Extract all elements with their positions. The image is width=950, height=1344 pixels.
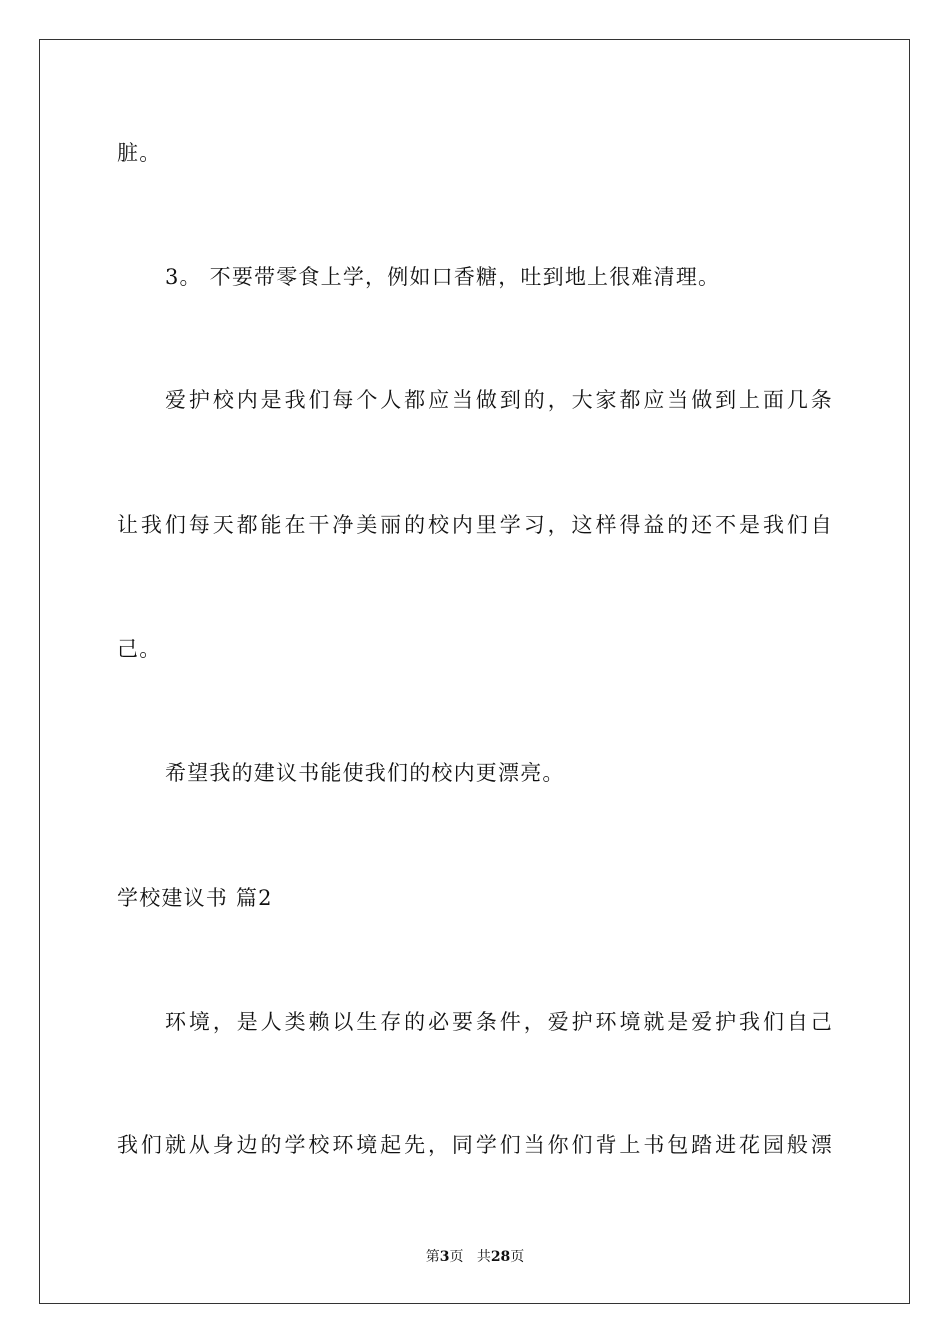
text-line-1: 脏。: [117, 141, 162, 165]
footer-total-prefix: 共: [476, 1249, 491, 1265]
page-footer: [0, 1248, 950, 1266]
text-line-2: 3。 不要带零食上学，例如口香糖，吐到地上很难清理。: [165, 265, 721, 289]
text-line-5: 己。: [117, 637, 162, 661]
text-line-7: 环境，是人类赖以生存的必要条件，爱护环境就是爱护我们自己: [165, 1010, 833, 1034]
text-line-3: 爱护校内是我们每个人都应当做到的，大家都应当做到上面几条: [165, 388, 833, 412]
section-heading: 学校建议书 篇2: [117, 886, 273, 910]
footer-page-number: 3: [439, 1249, 450, 1265]
footer-total-number: 28: [490, 1249, 511, 1265]
footer-total-suffix: 页: [510, 1249, 525, 1265]
page-frame: [39, 39, 910, 1304]
text-line-4: 让我们每天都能在干净美丽的校内里学习，这样得益的还不是我们自: [117, 513, 833, 537]
text-line-6: 希望我的建议书能使我们的校内更漂亮。: [165, 761, 565, 785]
text-line-8: 我们就从身边的学校环境起先，同学们当你们背上书包踏进花园般漂: [117, 1133, 833, 1157]
footer-page-prefix: 第: [425, 1249, 440, 1265]
footer-page-suffix: 页: [449, 1249, 464, 1265]
